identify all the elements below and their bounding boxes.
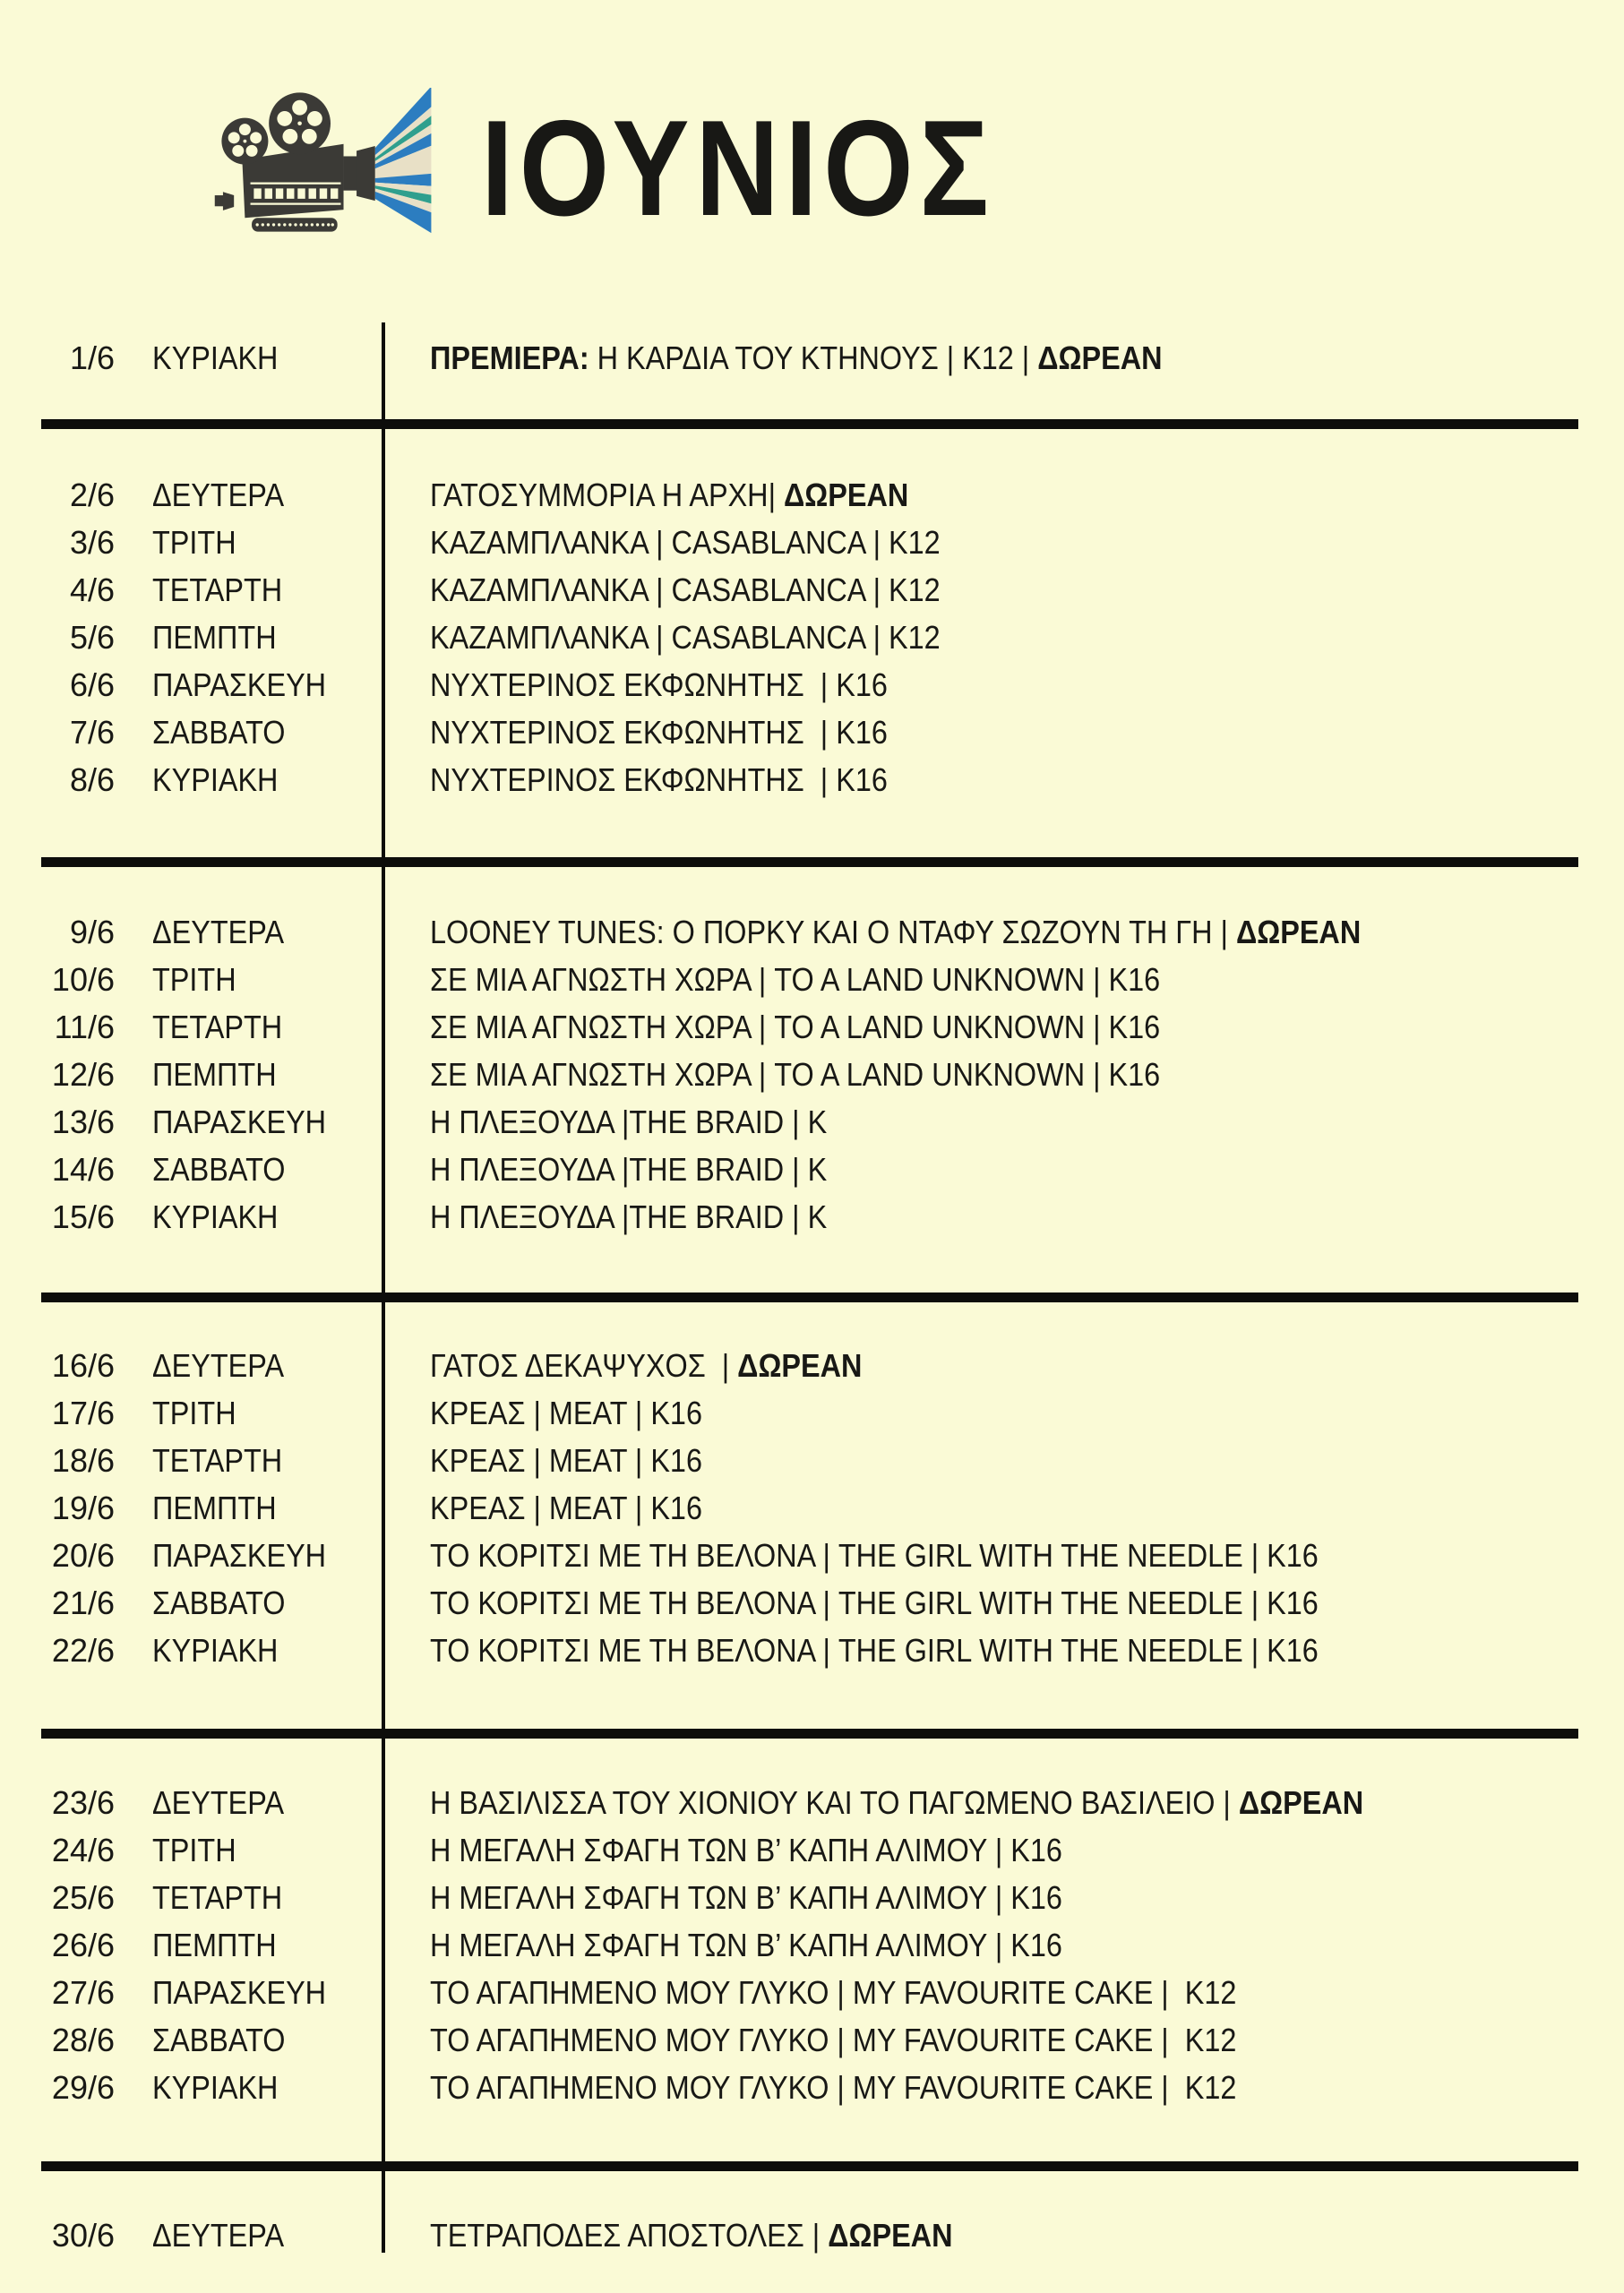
movie-cell: [430, 566, 941, 614]
movie-bold-segment: ΔΩΡΕΑΝ: [1235, 914, 1362, 950]
date-cell: 21/6: [51, 1584, 115, 1621]
movie-text-segment: LOONEY TUNES: Ο ΠΟΡΚΥ ΚΑΙ Ο ΝΤΑΦΥ ΣΩΖΟΥΝ ΤΗ ΓΗ |: [430, 914, 1236, 950]
movie-text-segment: Η ΜΕΓΑΛΗ ΣΦΑΓΗ ΤΩΝ Β’ ΚΑΠΗ ΑΛΙΜΟΥ | Κ16: [430, 1832, 1062, 1868]
date-cell: 9/6: [69, 914, 115, 950]
movie-text-segment: Η ΜΕΓΑΛΗ ΣΦΑΓΗ ΤΩΝ Β’ ΚΑΠΗ ΑΛΙΜΟΥ | Κ16: [430, 1879, 1062, 1916]
date-cell: 14/6: [51, 1151, 115, 1188]
movie-cell: [430, 2064, 1236, 2111]
day-cell: ΔΕΥΤΕΡΑ: [152, 914, 285, 950]
day-cell: ΔΕΥΤΕΡΑ: [152, 1784, 285, 1821]
day-cell: ΠΕΜΠΤΗ: [152, 1927, 277, 1963]
movie-text-segment: ΤΟ ΚΟΡΙΤΣΙ ΜΕ ΤΗ ΒΕΛΟΝΑ | THE GIRL WITH THE NEEDLE | Κ16: [430, 1632, 1319, 1669]
schedule-row: [0, 1003, 1624, 1051]
movie-text-segment: ΚΑΖΑΜΠΛΑΝΚΑ | CASABLANCA | Κ12: [430, 524, 941, 561]
movie-cell: [430, 661, 888, 709]
schedule-row: [0, 1627, 1624, 1674]
projector-beam: [375, 88, 432, 233]
date-cell: 26/6: [51, 1927, 115, 1963]
schedule-row: [0, 1098, 1624, 1146]
movie-text-segment: Η ΠΛΕΞΟΥΔΑ |THE BRAID | Κ: [430, 1198, 828, 1235]
schedule-row: [0, 1051, 1624, 1098]
schedule-row: [0, 1484, 1624, 1532]
movie-cell: [430, 1874, 1062, 1921]
movie-cell: [430, 1003, 1160, 1051]
date-cell: 25/6: [51, 1879, 115, 1916]
day-cell: ΚΥΡΙΑΚΗ: [152, 761, 279, 798]
movie-cell: [430, 1921, 1062, 1969]
day-cell: ΤΡΙΤΗ: [152, 961, 236, 998]
movie-text-segment: ΤΟ ΑΓΑΠΗΜΕΝΟ ΜΟΥ ΓΛΥΚΟ | MY FAVOURITE CAKE | Κ12: [430, 2022, 1237, 2058]
movie-text-segment: Η ΠΛΕΞΟΥΔΑ |THE BRAID | Κ: [430, 1151, 828, 1188]
movie-text-segment: ΤΕΤΡΑΠΟΔΕΣ ΑΠΟΣΤΟΛΕΣ |: [430, 2217, 829, 2254]
day-cell: ΤΕΤΑΡΤΗ: [152, 571, 283, 608]
movie-cell: [430, 1627, 1319, 1674]
date-cell: 28/6: [51, 2022, 115, 2058]
date-cell: 19/6: [51, 1490, 115, 1526]
day-cell: ΣΑΒΒΑΤΟ: [152, 714, 286, 751]
movie-text-segment: ΤΟ ΑΓΑΠΗΜΕΝΟ ΜΟΥ ΓΛΥΚΟ | MY FAVOURITE CAKE | Κ12: [430, 2069, 1237, 2106]
schedule-row: [0, 519, 1624, 566]
movie-cell: [430, 1532, 1319, 1579]
schedule-row: [0, 614, 1624, 661]
movie-bold-segment: ΔΩΡΕΑΝ: [737, 1347, 863, 1384]
movie-cell: [430, 2211, 952, 2259]
movie-bold-segment: ΠΡΕΜΙΕΡΑ:: [430, 339, 589, 376]
movie-cell: [430, 1146, 827, 1193]
movie-text-segment: Η ΚΑΡΔΙΑ ΤΟΥ ΚΤΗΝΟΥΣ | Κ12 |: [589, 339, 1038, 376]
schedule-row: [0, 1389, 1624, 1437]
date-cell: 15/6: [51, 1198, 115, 1235]
date-cell: 2/6: [69, 477, 115, 513]
movie-cell: [430, 1579, 1319, 1627]
day-cell: ΠΕΜΠΤΗ: [152, 619, 277, 656]
movie-text-segment: ΤΟ ΑΓΑΠΗΜΕΝΟ ΜΟΥ ΓΛΥΚΟ | MY FAVOURITE CAKE | Κ12: [430, 1974, 1237, 2011]
date-cell: 6/6: [69, 666, 115, 703]
movie-text-segment: ΝΥΧΤΕΡΙΝΟΣ ΕΚΦΩΝΗΤΗΣ | Κ16: [430, 666, 888, 703]
schedule-row: [0, 1532, 1624, 1579]
date-cell: 17/6: [51, 1395, 115, 1431]
week-divider: [41, 1729, 1578, 1739]
schedule-row: [0, 661, 1624, 709]
day-cell: ΤΕΤΑΡΤΗ: [152, 1009, 283, 1045]
schedule-week-block: [0, 1342, 1624, 1674]
movie-text-segment: ΝΥΧΤΕΡΙΝΟΣ ΕΚΦΩΝΗΤΗΣ | Κ16: [430, 761, 888, 798]
movie-cell: [430, 614, 941, 661]
date-cell: 8/6: [69, 761, 115, 798]
date-cell: 18/6: [51, 1442, 115, 1479]
movie-text-segment: ΓΑΤΟΣΥΜΜΟΡΙΑ Η ΑΡΧΗ|: [430, 477, 785, 513]
movie-text-segment: ΤΟ ΚΟΡΙΤΣΙ ΜΕ ΤΗ ΒΕΛΟΝΑ | THE GIRL WITH THE NEEDLE | Κ16: [430, 1537, 1319, 1574]
movie-bold-segment: ΔΩΡΕΑΝ: [1238, 1784, 1364, 1821]
schedule-row: [0, 956, 1624, 1003]
week-divider: [41, 857, 1578, 867]
movie-cell: [430, 1342, 862, 1389]
schedule-row: [0, 1969, 1624, 2016]
movie-cell: [430, 1193, 827, 1241]
week-divider: [41, 1292, 1578, 1302]
movie-cell: [430, 471, 908, 519]
day-cell: ΣΑΒΒΑΤΟ: [152, 2022, 286, 2058]
day-cell: ΚΥΡΙΑΚΗ: [152, 2069, 279, 2106]
date-cell: 27/6: [51, 1974, 115, 2011]
date-cell: 3/6: [69, 524, 115, 561]
movie-text-segment: ΚΡΕΑΣ | MEAT | Κ16: [430, 1442, 702, 1479]
movie-cell: [430, 1051, 1160, 1098]
schedule-week-block: [0, 908, 1624, 1241]
date-cell: 29/6: [51, 2069, 115, 2106]
date-cell: 12/6: [51, 1056, 115, 1093]
movie-text-segment: ΚΑΖΑΜΠΛΑΝΚΑ | CASABLANCA | Κ12: [430, 619, 941, 656]
movie-text-segment: ΓΑΤΟΣ ΔΕΚΑΨΥΧΟΣ |: [430, 1347, 738, 1384]
movie-text-segment: ΣΕ ΜΙΑ ΑΓΝΩΣΤΗ ΧΩΡΑ | TO A LAND UNKNOWN | Κ16: [430, 1009, 1161, 1045]
schedule-row: [0, 756, 1624, 803]
movie-text-segment: Η ΒΑΣΙΛΙΣΣΑ ΤΟΥ ΧΙΟΝΙΟΥ ΚΑΙ ΤΟ ΠΑΓΩΜΕΝΟ ΒΑΣΙΛΕΙΟ |: [430, 1784, 1239, 1821]
date-cell: 4/6: [69, 571, 115, 608]
day-cell: ΤΡΙΤΗ: [152, 1395, 236, 1431]
movie-cell: [430, 1389, 702, 1437]
schedule-row: [0, 1874, 1624, 1921]
date-cell: 10/6: [51, 961, 115, 998]
movie-cell: [430, 1098, 827, 1146]
schedule-row: [0, 1579, 1624, 1627]
movie-cell: [430, 1484, 702, 1532]
date-cell: 23/6: [51, 1784, 115, 1821]
day-cell: ΚΥΡΙΑΚΗ: [152, 1198, 279, 1235]
movie-cell: [430, 908, 1361, 956]
schedule-row: [0, 2064, 1624, 2111]
schedule-week-block: [0, 1779, 1624, 2111]
schedule-row: [0, 1779, 1624, 1826]
movie-bold-segment: ΔΩΡΕΑΝ: [828, 2217, 953, 2254]
movie-cell: [430, 756, 888, 803]
schedule-row: [0, 1146, 1624, 1193]
movie-text-segment: ΚΑΖΑΜΠΛΑΝΚΑ | CASABLANCA | Κ12: [430, 571, 941, 608]
day-cell: ΣΑΒΒΑΤΟ: [152, 1584, 286, 1621]
page-title: ΙΟΥΝΙΟΣ: [481, 92, 995, 245]
schedule-row: [0, 1342, 1624, 1389]
schedule-row: [0, 1193, 1624, 1241]
movie-bold-segment: ΔΩΡΕΑΝ: [1037, 339, 1163, 376]
schedule-row: [0, 471, 1624, 519]
date-cell: 1/6: [69, 339, 115, 376]
movie-text-segment: Η ΜΕΓΑΛΗ ΣΦΑΓΗ ΤΩΝ Β’ ΚΑΠΗ ΑΛΙΜΟΥ | Κ16: [430, 1927, 1062, 1963]
movie-text-segment: Η ΠΛΕΞΟΥΔΑ |THE BRAID | Κ: [430, 1104, 828, 1140]
day-cell: ΣΑΒΒΑΤΟ: [152, 1151, 286, 1188]
day-cell: ΤΡΙΤΗ: [152, 524, 236, 561]
movie-cell: [430, 1437, 702, 1484]
day-cell: ΤΕΤΑΡΤΗ: [152, 1879, 283, 1916]
date-cell: 20/6: [51, 1537, 115, 1574]
date-cell: 22/6: [51, 1632, 115, 1669]
date-cell: 13/6: [51, 1104, 115, 1140]
date-cell: 30/6: [51, 2217, 115, 2254]
day-cell: ΠΕΜΠΤΗ: [152, 1056, 277, 1093]
schedule-week-block: [0, 334, 1624, 382]
movie-cell: [430, 334, 1163, 382]
film-projector-icon: [202, 88, 435, 235]
schedule-row: [0, 566, 1624, 614]
schedule-row: [0, 908, 1624, 956]
schedule-row: [0, 2016, 1624, 2064]
day-cell: ΤΡΙΤΗ: [152, 1832, 236, 1868]
week-divider: [41, 419, 1578, 429]
movie-text-segment: ΣΕ ΜΙΑ ΑΓΝΩΣΤΗ ΧΩΡΑ | TO A LAND UNKNOWN | Κ16: [430, 1056, 1161, 1093]
movie-cell: [430, 1779, 1363, 1826]
date-cell: 16/6: [51, 1347, 115, 1384]
movie-text-segment: ΚΡΕΑΣ | MEAT | Κ16: [430, 1490, 702, 1526]
movie-text-segment: ΤΟ ΚΟΡΙΤΣΙ ΜΕ ΤΗ ΒΕΛΟΝΑ | THE GIRL WITH THE NEEDLE | Κ16: [430, 1584, 1319, 1621]
day-cell: ΚΥΡΙΑΚΗ: [152, 1632, 279, 1669]
day-cell: ΠΑΡΑΣΚΕΥΗ: [152, 1104, 327, 1140]
day-cell: ΠΑΡΑΣΚΕΥΗ: [152, 1537, 327, 1574]
day-cell: ΤΕΤΑΡΤΗ: [152, 1442, 283, 1479]
day-cell: ΠΑΡΑΣΚΕΥΗ: [152, 1974, 327, 2011]
movie-cell: [430, 2016, 1236, 2064]
schedule-row: [0, 1437, 1624, 1484]
movie-cell: [430, 1969, 1236, 2016]
day-cell: ΠΕΜΠΤΗ: [152, 1490, 277, 1526]
movie-text-segment: ΚΡΕΑΣ | MEAT | Κ16: [430, 1395, 702, 1431]
movie-cell: [430, 709, 888, 756]
movie-cell: [430, 1826, 1062, 1874]
movie-bold-segment: ΔΩΡΕΑΝ: [784, 477, 909, 513]
schedule-row: [0, 334, 1624, 382]
date-cell: 7/6: [69, 714, 115, 751]
movie-cell: [430, 519, 941, 566]
schedule-row: [0, 1826, 1624, 1874]
movie-text-segment: ΝΥΧΤΕΡΙΝΟΣ ΕΚΦΩΝΗΤΗΣ | Κ16: [430, 714, 888, 751]
date-cell: 5/6: [69, 619, 115, 656]
schedule-row: [0, 1921, 1624, 1969]
date-cell: 24/6: [51, 1832, 115, 1868]
day-cell: ΠΑΡΑΣΚΕΥΗ: [152, 666, 327, 703]
day-cell: ΔΕΥΤΕΡΑ: [152, 1347, 285, 1384]
schedule-week-block: [0, 2211, 1624, 2259]
movie-cell: [430, 956, 1160, 1003]
week-divider: [41, 2161, 1578, 2171]
day-cell: ΚΥΡΙΑΚΗ: [152, 339, 279, 376]
date-cell: 11/6: [54, 1009, 115, 1045]
schedule-row: [0, 2211, 1624, 2259]
day-cell: ΔΕΥΤΕΡΑ: [152, 477, 285, 513]
day-cell: ΔΕΥΤΕΡΑ: [152, 2217, 285, 2254]
movie-text-segment: ΣΕ ΜΙΑ ΑΓΝΩΣΤΗ ΧΩΡΑ | TO A LAND UNKNOWN | Κ16: [430, 961, 1161, 998]
schedule-row: [0, 709, 1624, 756]
schedule-week-block: [0, 471, 1624, 803]
